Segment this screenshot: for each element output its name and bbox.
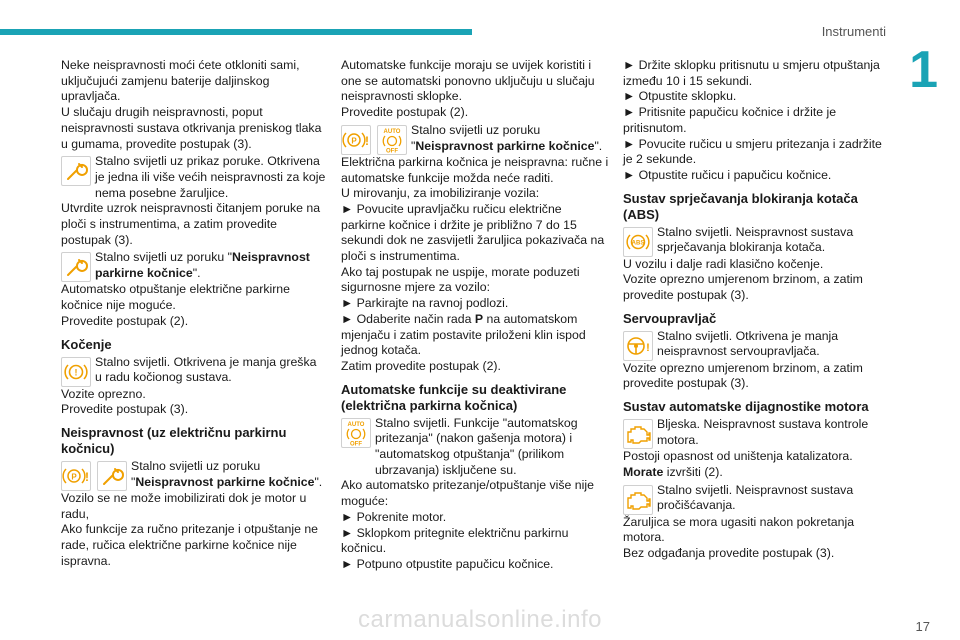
- paragraph: Postoji opasnost od uništenja katalizatora.: [623, 449, 853, 464]
- column-3: [623, 58, 893, 562]
- paragraph: Neke neispravnosti moći ćete otkloniti sami, uključujući zamjenu baterije daljinskog upravljača.: [61, 58, 300, 104]
- off-label: OFF: [350, 441, 362, 447]
- engine-icon: [623, 485, 653, 515]
- wrench-icon: [61, 252, 91, 282]
- bullet: ► Pokrenite motor.: [341, 509, 447, 524]
- wrench-icon: [61, 156, 91, 186]
- bullet: ► Otpustite ručicu i papučicu kočnice.: [623, 167, 832, 182]
- parking-brake-fault-icon: [341, 125, 371, 155]
- svg-text:!: !: [646, 341, 650, 354]
- heading-braking: Kočenje: [61, 336, 112, 352]
- paragraph: U mirovanju, za imobiliziranje vozila:: [341, 186, 540, 201]
- paragraph: Žaruljica se mora ugasiti nakon pokretanja motora.: [623, 514, 855, 545]
- bold-message: Neispravnost parkirne kočnice: [95, 250, 310, 281]
- warning-text: Stalno svijetli uz prikaz poruke. Otkrivena je jedna ili više većih neispravnosti za koje nema posebne žaruljice.: [95, 154, 326, 200]
- warning-text: Stalno svijetli. Neispravnost sustava sprječavanja blokiranja kotača.: [657, 224, 854, 255]
- bold-message: Neispravnost parkirne kočnice: [415, 138, 595, 153]
- svg-text:!: !: [74, 367, 78, 378]
- warning-row: [61, 250, 326, 282]
- warning-row: [61, 154, 326, 201]
- auto-off-parking-icon: [377, 125, 407, 155]
- paragraph: Provedite postupak (3).: [61, 402, 189, 417]
- bullet: ► Parkirajte na ravnoj podlozi.: [341, 296, 509, 311]
- brake-warning-icon: [61, 357, 91, 387]
- parking-brake-fault-icon: [61, 461, 91, 491]
- heading-epb-fault: Neispravnost (uz električnu parkirnu kočnicu): [61, 424, 287, 456]
- paragraph: Bez odgađanja provedite postupak (3).: [623, 545, 835, 560]
- warning-row: [623, 483, 893, 515]
- svg-text:P: P: [71, 472, 77, 482]
- bullet: [341, 312, 609, 359]
- paragraph: Automatsko otpuštanje električne parkirne kočnice nije moguće.: [61, 282, 290, 313]
- abs-icon: [623, 227, 653, 257]
- wrench-icon: [97, 461, 127, 491]
- gear-p: P: [474, 311, 484, 326]
- text-fragment: ".: [192, 266, 201, 281]
- warning-text: Stalno svijetli. Otkrivena je manja greška u radu kočionog sustava.: [95, 354, 317, 385]
- warning-row: [341, 123, 609, 155]
- page-number: 17: [915, 619, 930, 634]
- warning-text: Stalno svijetli. Neispravnost sustava pročišćavanja.: [657, 482, 854, 513]
- column-1: [61, 58, 326, 569]
- bullet: ► Pritisnite papučicu kočnice i držite je pritisnutom.: [623, 105, 837, 135]
- text-fragment: izvršiti (2).: [663, 464, 723, 479]
- paragraph: Ako taj postupak ne uspije, morate poduzeti sigurnosne mjere za vozilo:: [341, 264, 580, 295]
- bullet: ► Sklopkom pritegnite električnu parkirnu kočnicu.: [341, 525, 569, 556]
- header-accent-bar: [0, 29, 472, 35]
- warning-row: [623, 329, 893, 361]
- text-fragment: Stalno svijetli uz poruku ": [411, 122, 541, 153]
- warning-row: [623, 417, 893, 449]
- paragraph: Vozilo se ne može imobilizirati dok je motor u radu,: [61, 490, 307, 521]
- paragraph: Vozite oprezno umjerenom brzinom, a zatim provedite postupak (3).: [623, 360, 863, 391]
- svg-text:!: !: [85, 469, 89, 484]
- text-fragment: ".: [594, 138, 603, 153]
- paragraph: Vozite oprezno.: [61, 386, 146, 401]
- column-2: [341, 58, 609, 573]
- bullet: ► Povucite upravljačku ručicu električne parkirne kočnice i držite je približno 7 do 15 sekundi dok ne zasvijetli žaruljica pokazivača na ploči s instrumentima.: [341, 201, 605, 264]
- heading-auto-functions: Automatske funkcije su deaktivirane (električna parkirna kočnica): [341, 381, 567, 413]
- paragraph: U slučaju drugih neispravnosti, poput neispravnosti sustava otkrivanja preniskog tlaka u gumama, provedite postupak (3).: [61, 105, 322, 151]
- bullet: ► Povucite ručicu u smjeru pritezanja i zadržite je 2 sekunde.: [623, 136, 882, 167]
- bullet: ► Potpuno otpustite papučicu kočnice.: [341, 556, 554, 571]
- paragraph: Ako automatsko pritezanje/otpuštanje više nije moguće:: [341, 478, 594, 509]
- text-fragment: ".: [314, 474, 323, 489]
- warning-row: [61, 459, 326, 491]
- paragraph: Utvrdite uzrok neispravnosti čitanjem poruke na ploči s instrumentima, a zatim provedite postupak (3).: [61, 201, 321, 247]
- icon-group: [341, 123, 407, 155]
- bold-message: Neispravnost parkirne kočnice: [135, 474, 315, 489]
- paragraph: [623, 465, 893, 481]
- section-title: Instrumenti: [821, 24, 886, 39]
- paragraph: Automatske funkcije moraju se uvijek koristiti i one se automatski ponovno uključuju u slučaju neispravnosti sklopke.: [341, 58, 595, 104]
- warning-text: Bljeska. Neispravnost sustava kontrole motora.: [657, 417, 869, 447]
- auto-off-parking-icon: [341, 418, 371, 448]
- abs-label: ABS: [631, 240, 645, 247]
- heading-power-steering: Servoupravljač: [623, 310, 717, 326]
- text-fragment: Stalno svijetli uz poruku ": [131, 458, 261, 489]
- engine-icon: [623, 419, 653, 449]
- svg-text:P: P: [351, 136, 357, 146]
- paragraph: Ako funkcije za ručno pritezanje i otpuštanje ne rade, ručica električne parkirne kočnice nije ispravna.: [61, 522, 319, 568]
- paragraph: Električna parkirna kočnica je neispravna: ručne i automatske funkcije možda neće raditi.: [341, 154, 609, 185]
- bullet: ► Držite sklopku pritisnutu u smjeru otpuštanja između 10 i 15 sekundi.: [623, 58, 880, 88]
- warning-row: [61, 355, 326, 387]
- warning-text: [411, 123, 609, 155]
- svg-text:!: !: [365, 133, 369, 148]
- chapter-number: 1: [909, 41, 938, 99]
- icon-group: [61, 459, 127, 491]
- bold-word: Morate: [623, 464, 664, 479]
- paragraph: U vozilu i dalje radi klasično kočenje.: [623, 256, 824, 271]
- paragraph: Vozite oprezno umjerenom brzinom, a zatim provedite postupak (3).: [623, 272, 863, 303]
- paragraph: Provedite postupak (2).: [61, 313, 189, 328]
- text-fragment: ► Odaberite način rada: [341, 311, 475, 326]
- text-fragment: Stalno svijetli uz poruku ": [95, 250, 232, 265]
- warning-row: [341, 416, 609, 479]
- paragraph: Zatim provedite postupak (2).: [341, 358, 501, 373]
- warning-text: Stalno svijetli. Otkrivena je manja neispravnost servoupravljača.: [657, 328, 839, 359]
- paragraph: Provedite postupak (2).: [341, 105, 469, 120]
- warning-text: [131, 459, 326, 491]
- text-fragment: na automatskom mjenjaču i zatim postavite priloženi klin ispod jednog kotača.: [341, 311, 586, 358]
- steering-wheel-icon: [623, 331, 653, 361]
- watermark: carmanualsonline.info: [358, 606, 602, 633]
- off-label: OFF: [386, 148, 398, 154]
- warning-row: [623, 225, 893, 257]
- warning-text: Stalno svijetli. Funkcije "automatskog pritezanja" (nakon gašenja motora) i "automatskog otpuštanja" (prilikom ubrzavanja) isključene su.: [375, 415, 578, 477]
- auto-label: AUTO: [347, 421, 365, 428]
- heading-engine-diagnostics: Sustav automatske dijagnostike motora: [623, 399, 869, 415]
- warning-text: [95, 250, 326, 282]
- auto-label: AUTO: [383, 128, 401, 135]
- bullet: ► Otpustite sklopku.: [623, 89, 737, 104]
- heading-abs: Sustav sprječavanja blokiranja kotača (ABS): [623, 190, 858, 222]
